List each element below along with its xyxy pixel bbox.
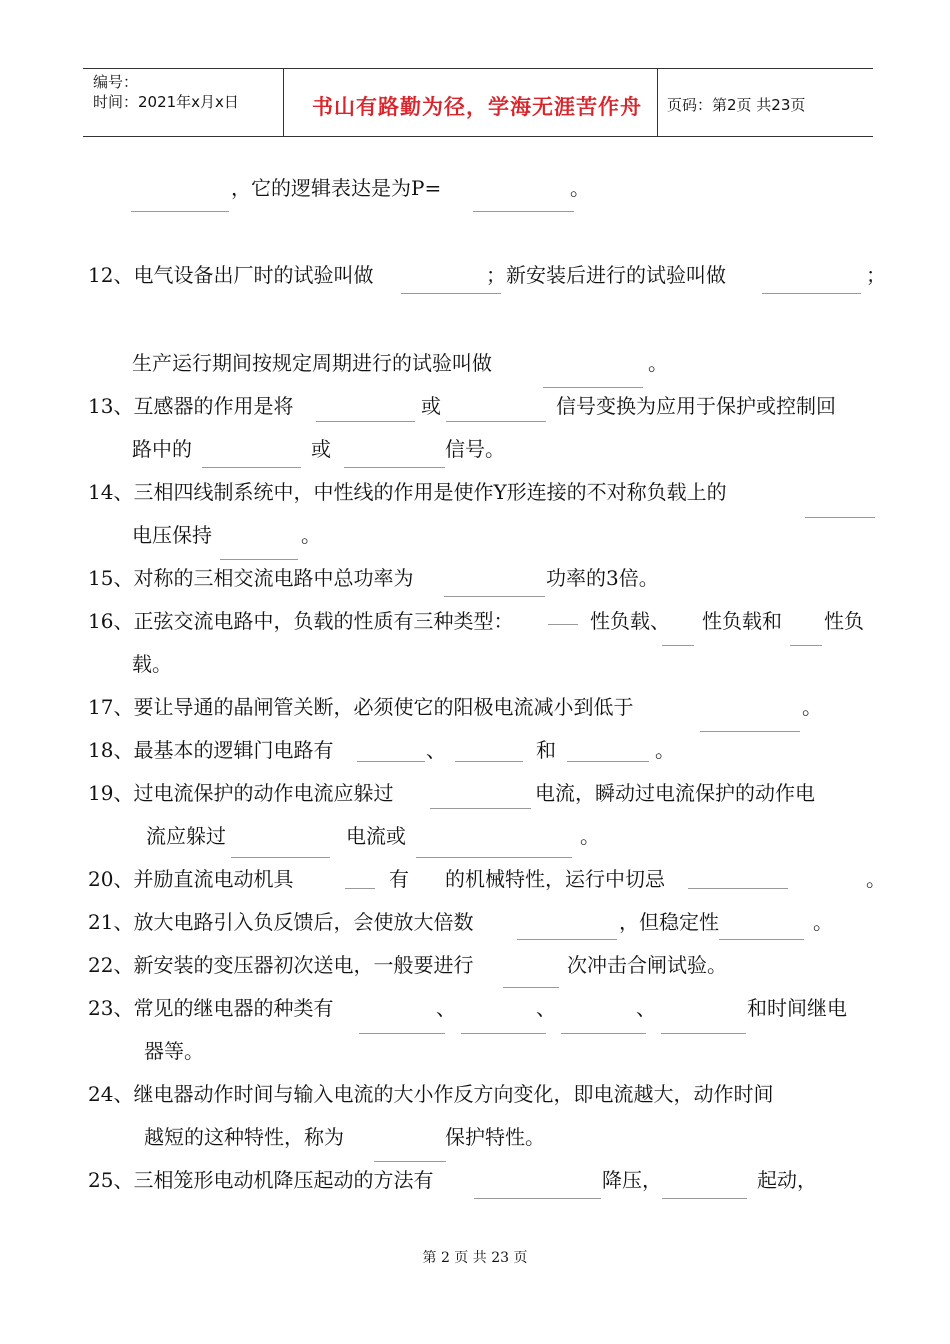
question-text: ；	[866, 263, 886, 287]
question-text: 13、互感器的作用是将	[88, 394, 294, 418]
question-text: 和时间继电	[747, 996, 847, 1020]
question-text: 。	[655, 738, 675, 762]
question-text: 。	[301, 523, 321, 547]
answer-blank	[661, 1033, 746, 1034]
answer-blank	[131, 211, 229, 212]
question-text: 15、对称的三相交流电路中总功率为	[88, 566, 414, 590]
header-divider	[657, 69, 658, 136]
page-footer: 第 2 页 共 23 页	[422, 1250, 528, 1266]
question-text: 17、要让导通的晶闸管关断，必须使它的阳极电流减小到低于	[88, 695, 634, 719]
answer-blank	[446, 421, 546, 422]
answer-blank	[474, 1198, 601, 1199]
answer-blank	[357, 761, 425, 762]
answer-blank	[473, 211, 574, 212]
answer-blank	[231, 857, 330, 858]
number-label: 编号：	[93, 73, 139, 91]
answer-blank	[416, 857, 572, 858]
answer-blank	[316, 421, 415, 422]
question-text: 性负载、	[590, 609, 670, 633]
question-text: ，它的逻辑表达是为P=	[231, 176, 442, 200]
motto: 书山有路勤为径，学海无涯苦作舟	[312, 95, 642, 119]
question-text: 24、继电器动作时间与输入电流的大小作反方向变化，即电流越大，动作时间	[88, 1082, 774, 1106]
question-text: 次冲击合闸试验。	[567, 953, 727, 977]
question-text: 21、放大电路引入负反馈后，会使放大倍数	[88, 910, 474, 934]
question-text: 电流，瞬动过电流保护的动作电	[535, 781, 815, 805]
question-text: 18、最基本的逻辑门电路有	[88, 738, 334, 762]
question-text: 功率的3倍。	[546, 566, 659, 590]
answer-blank	[688, 888, 788, 889]
answer-blank	[517, 939, 617, 940]
answer-blank	[359, 1033, 445, 1034]
answer-blank	[805, 517, 875, 518]
answer-blank	[374, 1161, 446, 1162]
question-text: ；新安装后进行的试验叫做	[486, 263, 726, 287]
question-text: 性负载和	[702, 609, 782, 633]
answer-blank	[202, 467, 301, 468]
question-text: 信号变换为应用于保护或控制回	[556, 394, 836, 418]
question-text: 16、正弦交流电路中，负载的性质有三种类型：	[88, 609, 514, 633]
question-text: 生产运行期间按规定周期进行的试验叫做	[132, 351, 492, 375]
question-text: 降压，	[602, 1168, 662, 1192]
question-text: 起动，	[757, 1168, 817, 1192]
question-text: 19、过电流保护的动作电流应躲过	[88, 781, 394, 805]
answer-blank	[455, 761, 523, 762]
answer-blank	[345, 888, 375, 889]
question-text: 23、常见的继电器的种类有	[88, 996, 334, 1020]
question-text: 12、电气设备出厂时的试验叫做	[88, 263, 374, 287]
question-text: 保护特性。	[445, 1125, 545, 1149]
question-text: 和	[536, 738, 556, 762]
answer-blank	[344, 467, 445, 468]
answer-blank	[543, 387, 643, 388]
question-text: ，但稳定性	[619, 910, 719, 934]
question-text: 或	[311, 437, 331, 461]
question-text: 、	[536, 996, 556, 1020]
question-text: 器等。	[144, 1039, 204, 1063]
answer-blank	[503, 987, 559, 988]
question-text: 22、新安装的变压器初次送电，一般要进行	[88, 953, 474, 977]
question-text: 、	[636, 996, 656, 1020]
answer-blank	[548, 624, 578, 625]
answer-blank	[567, 761, 649, 762]
question-text: 的机械特性，运行中切忌	[445, 867, 665, 891]
question-text: 信号。	[445, 437, 505, 461]
answer-blank	[430, 808, 531, 809]
question-text: 或	[421, 394, 441, 418]
answer-blank	[220, 559, 298, 560]
page-label: 页码：第2页 共23页	[667, 96, 806, 114]
answer-blank	[762, 293, 861, 294]
question-text: 。	[648, 351, 668, 375]
answer-blank	[444, 596, 545, 597]
answer-blank	[719, 939, 804, 940]
answer-blank	[662, 1198, 747, 1199]
question-text: 。	[866, 867, 886, 891]
answer-blank	[401, 293, 501, 294]
question-text: 、	[426, 738, 446, 762]
header-divider	[283, 69, 284, 136]
answer-blank	[461, 1033, 546, 1034]
question-text: 有	[389, 867, 409, 891]
question-text: 25、三相笼形电动机降压起动的方法有	[88, 1168, 434, 1192]
answer-blank	[662, 645, 694, 646]
question-text: 。	[802, 695, 822, 719]
question-text: 流应躲过	[146, 824, 226, 848]
question-text: 。	[813, 910, 833, 934]
answer-blank	[700, 731, 800, 732]
question-text: 电流或	[346, 824, 406, 848]
question-text: 性负	[824, 609, 864, 633]
question-text: 14、三相四线制系统中，中性线的作用是使作Y形连接的不对称负载上的	[88, 480, 727, 504]
question-text: 、	[436, 996, 456, 1020]
answer-blank	[790, 645, 822, 646]
question-text: 。	[580, 824, 600, 848]
question-text: 越短的这种特性，称为	[144, 1125, 344, 1149]
time-label: 时间：2021年x月x日	[93, 93, 239, 111]
answer-blank	[561, 1033, 646, 1034]
document-header	[83, 68, 873, 137]
question-text: 载。	[132, 652, 172, 676]
question-text: 路中的	[132, 437, 192, 461]
question-text: 20、并励直流电动机具	[88, 867, 294, 891]
question-text: 。	[570, 176, 590, 200]
question-text: 电压保持	[132, 523, 212, 547]
